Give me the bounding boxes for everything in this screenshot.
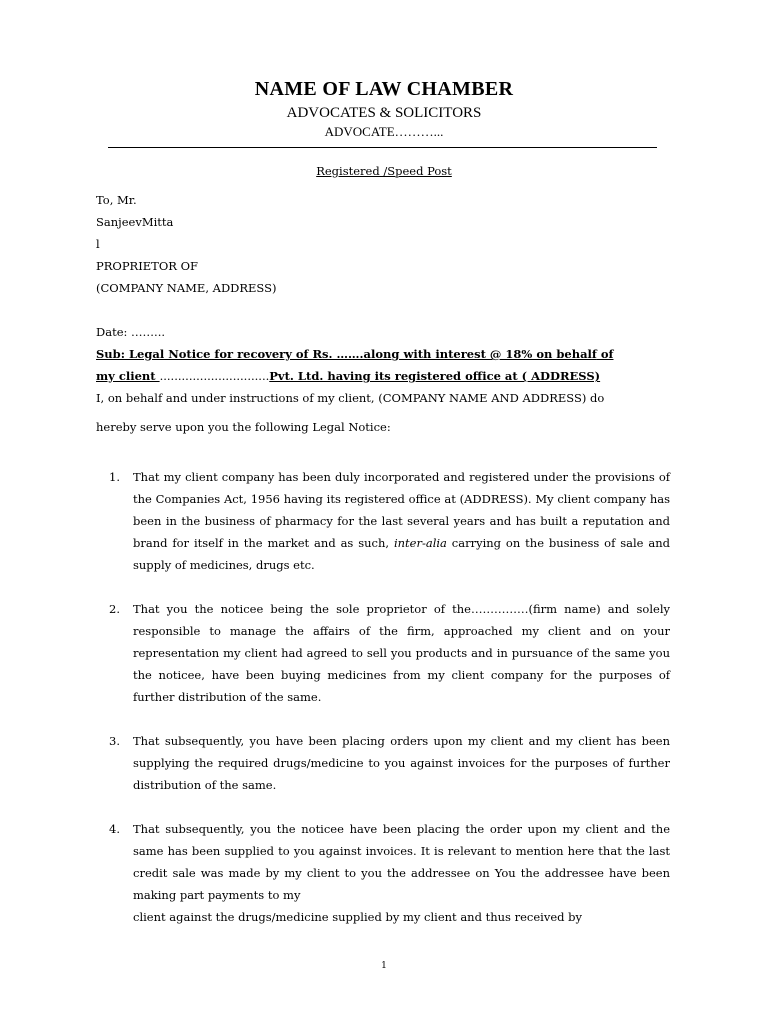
item-number: 4. (109, 822, 120, 836)
advocate-line: ADVOCATE………... (324, 124, 444, 139)
list-item (96, 598, 670, 708)
list-item (96, 818, 670, 928)
item-text-part: carrying on the business of sale and supply of medicines, drugs etc. (133, 536, 670, 572)
recipient-company: (COMPANY NAME, ADDRESS) (96, 281, 277, 295)
item-number: 2. (109, 602, 120, 616)
item-number: 1. (109, 470, 120, 484)
recipient-to: To, Mr. (96, 193, 137, 207)
law-chamber-name: NAME OF LAW CHAMBER (254, 78, 514, 100)
item-text-part: That my client company has been duly incorporated and registered under the provisions of the Companies Act, 1956 having its registered office at (ADDRESS). My client company has been in the business of pharmacy for the last several years and has built a reputation and brand for itself in the market and as such, (133, 470, 670, 550)
item-text-cont: client against the drugs/medicine supplied by my client and thus received by (133, 910, 582, 924)
intro-line-2: hereby serve upon you the following Legal Notice: (96, 420, 391, 434)
subject-main: Sub: Legal Notice for recovery of Rs. …….along with interest @ 18% on behalf (96, 347, 597, 361)
page-number: 1 (381, 961, 387, 971)
item-text: That subsequently, you the noticee have been placing the order upon my client and the same has been supplied to you against invoices. It is relevant to mention here that the last credit sale was made by my client to you the addressee on You the addressee have been making part payments to my (133, 822, 670, 902)
registered-post-label: Registered /Speed Post (316, 164, 452, 178)
notice-items (96, 466, 670, 928)
subject-line-2 (96, 369, 600, 383)
subject-client: my client (96, 369, 160, 383)
intro-line-1: I, on behalf and under instructions of my client, (COMPANY NAME AND ADDRESS) do (96, 391, 605, 405)
recipient-name: SanjeevMitta (96, 215, 174, 229)
item-text (133, 466, 670, 576)
chamber-subtitle: ADVOCATES & SOLICITORS (286, 105, 482, 121)
list-item (96, 466, 670, 576)
italic-term: inter-alia (393, 536, 447, 550)
recipient-title: PROPRIETOR OF (96, 259, 198, 273)
notice-date: Date: ……... (96, 325, 165, 339)
subject-company: Pvt. Ltd. having its registered office at ( ADDRESS) (269, 369, 601, 383)
subject-dots: .............................. (159, 369, 270, 383)
subject-line-1 (96, 347, 614, 361)
item-number: 3. (109, 734, 120, 748)
item-text: That you the noticee being the sole proprietor of the……………(firm name) and solely responsible to manage the affairs of the firm, approached my client and on your representation my client had agreed to sell you products and in pursuance of the same you the noticee, have been buying medicines from my client company for the purposes of further distribution of the same. (133, 602, 670, 704)
item-text: That subsequently, you have been placing orders upon my client and my client has been supplying the required drugs/medicine to you against invoices for the purposes of further distribution of the same. (133, 734, 670, 792)
subject-tail: of (596, 347, 614, 361)
list-item (96, 730, 670, 796)
header-divider (108, 147, 657, 148)
recipient-name-cont: l (96, 237, 100, 251)
